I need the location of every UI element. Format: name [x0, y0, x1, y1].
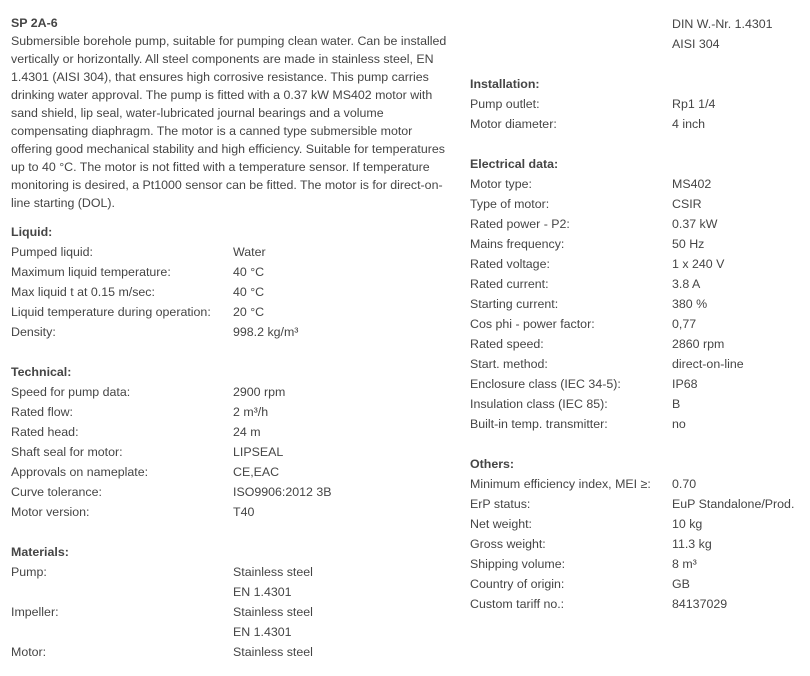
spec-label: Pump: — [11, 565, 47, 579]
spec-row — [470, 374, 810, 394]
spec-value: 84137029 — [672, 597, 728, 611]
spec-row — [470, 574, 810, 594]
spec-label: Motor type: — [470, 177, 532, 191]
spec-value: EuP Standalone/Prod. — [672, 497, 795, 511]
spec-row — [470, 294, 810, 314]
spec-row — [11, 462, 451, 482]
spec-row — [11, 562, 451, 582]
spec-label: Country of origin: — [470, 577, 565, 591]
spec-label: Maximum liquid temperature: — [11, 265, 171, 279]
spec-label: Approvals on nameplate: — [11, 465, 149, 479]
spec-value: GB — [672, 577, 690, 591]
spec-value: EN 1.4301 — [233, 585, 292, 599]
spec-value: 24 m — [233, 425, 261, 439]
section-title-others: Others: — [470, 457, 515, 471]
spec-value: CSIR — [672, 197, 702, 211]
spec-value: Stainless steel — [233, 645, 313, 659]
spec-row — [470, 234, 810, 254]
spec-label: Rated power - P2: — [470, 217, 570, 231]
spec-label: Enclosure class (IEC 34-5): — [470, 377, 621, 391]
spec-label: Rated speed: — [470, 337, 544, 351]
installation-table — [470, 94, 810, 134]
spec-row — [470, 514, 810, 534]
spec-label: Liquid temperature during operation: — [11, 305, 211, 319]
spec-row — [470, 394, 810, 414]
spec-row — [470, 194, 810, 214]
spec-label: Rated flow: — [11, 405, 73, 419]
spec-row — [11, 582, 451, 602]
section-title-liquid: Liquid: — [11, 225, 53, 239]
spec-label: Type of motor: — [470, 197, 550, 211]
spec-value: CE,EAC — [233, 465, 280, 479]
spec-label: Motor version: — [11, 505, 90, 519]
spec-row — [11, 302, 451, 322]
spec-label: Insulation class (IEC 85): — [470, 397, 608, 411]
spec-row — [470, 534, 810, 554]
spec-row — [470, 174, 810, 194]
liquid-table — [11, 242, 451, 342]
spec-label: Custom tariff no.: — [470, 597, 565, 611]
spec-label: Density: — [11, 325, 56, 339]
spec-row — [470, 594, 810, 614]
spec-row — [470, 474, 810, 494]
spec-value: 40 °C — [233, 265, 265, 279]
spec-value: 40 °C — [233, 285, 265, 299]
spec-label: Curve tolerance: — [11, 485, 102, 499]
spec-row — [470, 274, 810, 294]
spec-value: 998.2 kg/m³ — [233, 325, 299, 339]
product-title: SP 2A-6 — [11, 16, 58, 30]
spec-row — [11, 502, 451, 522]
spec-row — [11, 242, 451, 262]
spec-value: 8 m³ — [672, 557, 697, 571]
spec-value: 10 kg — [672, 517, 703, 531]
spec-row — [470, 334, 810, 354]
spec-value: 20 °C — [233, 305, 265, 319]
spec-label: Starting current: — [470, 297, 559, 311]
spec-label: Net weight: — [470, 517, 532, 531]
spec-value: Stainless steel — [233, 565, 313, 579]
spec-value: AISI 304 — [672, 37, 720, 51]
spec-label: Shipping volume: — [470, 557, 566, 571]
spec-row — [470, 34, 810, 54]
product-description: Submersible borehole pump, suitable for pumping clean water. Can be installed vertically or horizontally. All steel components are made in stainless steel, EN 1.4301 (AISI 304), that ensures high corrosive resistance. This pump carries drinking water approval. The pump is fitted with a 0.37 kW MS402 motor with sand shield, lip seal, water-lubricated journal bearings and a volume compensating diaphragm. The motor is a canned type submersible motor offering good mechanical stability and high efficiency. Suitable for temperatures up to 40 °C. The motor is not fitted with a temperature sensor. If temperature monitoring is desired, a Pt1000 sensor can be fitted. The motor is for direct-on-line starting (DOL). — [11, 34, 447, 210]
spec-value: 380 % — [672, 297, 708, 311]
spec-row — [11, 442, 451, 462]
spec-value: Rp1 1/4 — [672, 97, 716, 111]
spec-label: Rated head: — [11, 425, 79, 439]
spec-value: B — [672, 397, 681, 411]
spec-row — [470, 214, 810, 234]
technical-table — [11, 382, 451, 522]
spec-value: 2 m³/h — [233, 405, 269, 419]
spec-value: ISO9906:2012 3B — [233, 485, 332, 499]
section-title-technical: Technical: — [11, 365, 72, 379]
spec-label: ErP status: — [470, 497, 531, 511]
spec-value: 50 Hz — [672, 237, 705, 251]
spec-value: DIN W.-Nr. 1.4301 — [672, 17, 773, 31]
spec-label: Cos phi - power factor: — [470, 317, 595, 331]
spec-row — [11, 282, 451, 302]
spec-row — [470, 254, 810, 274]
spec-label: Impeller: — [11, 605, 59, 619]
spec-value: 2900 rpm — [233, 385, 286, 399]
spec-value: 4 inch — [672, 117, 706, 131]
electrical-table — [470, 174, 810, 434]
section-title-electrical: Electrical data: — [470, 157, 559, 171]
spec-value: Stainless steel — [233, 605, 313, 619]
spec-value: LIPSEAL — [233, 445, 284, 459]
spec-row — [470, 314, 810, 334]
spec-label: Pumped liquid: — [11, 245, 93, 259]
spec-label: Start. method: — [470, 357, 548, 371]
spec-value: 0.37 kW — [672, 217, 718, 231]
spec-label: Speed for pump data: — [11, 385, 131, 399]
spec-row — [470, 494, 810, 514]
spec-label: Shaft seal for motor: — [11, 445, 123, 459]
spec-value: IP68 — [672, 377, 698, 391]
spec-value: no — [672, 417, 686, 431]
spec-label: Motor: — [11, 645, 47, 659]
spec-value: 11.3 kg — [672, 537, 712, 551]
spec-label: Pump outlet: — [470, 97, 540, 111]
spec-label: Rated voltage: — [470, 257, 550, 271]
spec-value: MS402 — [672, 177, 712, 191]
spec-row — [11, 602, 451, 622]
spec-row — [470, 14, 810, 34]
spec-label: Motor diameter: — [470, 117, 557, 131]
spec-row — [11, 322, 451, 342]
spec-value: Water — [233, 245, 266, 259]
spec-value: 3.8 A — [672, 277, 701, 291]
spec-value: 0,77 — [672, 317, 697, 331]
spec-row — [11, 402, 451, 422]
spec-label: Minimum efficiency index, MEI ≥: — [470, 477, 651, 491]
materials-table — [11, 562, 451, 662]
spec-row — [11, 622, 451, 642]
spec-row — [470, 94, 810, 114]
spec-row — [470, 114, 810, 134]
section-title-installation: Installation: — [470, 77, 540, 91]
spec-label: Built-in temp. transmitter: — [470, 417, 608, 431]
spec-value: 0.70 — [672, 477, 697, 491]
spec-value: T40 — [233, 505, 255, 519]
spec-value: 2860 rpm — [672, 337, 725, 351]
others-table — [470, 474, 810, 614]
spec-row — [11, 262, 451, 282]
spec-value: 1 x 240 V — [672, 257, 725, 271]
spec-row — [11, 642, 451, 662]
spec-row — [11, 422, 451, 442]
left-column — [11, 14, 451, 662]
spec-value: EN 1.4301 — [233, 625, 292, 639]
spec-label: Gross weight: — [470, 537, 546, 551]
section-title-materials: Materials: — [11, 545, 69, 559]
spec-row — [11, 482, 451, 502]
spec-label: Max liquid t at 0.15 m/sec: — [11, 285, 155, 299]
spec-value: direct-on-line — [672, 357, 744, 371]
right-column — [470, 14, 810, 614]
spec-row — [470, 554, 810, 574]
spec-row — [470, 414, 810, 434]
spec-label: Mains frequency: — [470, 237, 565, 251]
spec-label: Rated current: — [470, 277, 549, 291]
spec-row — [470, 354, 810, 374]
spec-row — [11, 382, 451, 402]
